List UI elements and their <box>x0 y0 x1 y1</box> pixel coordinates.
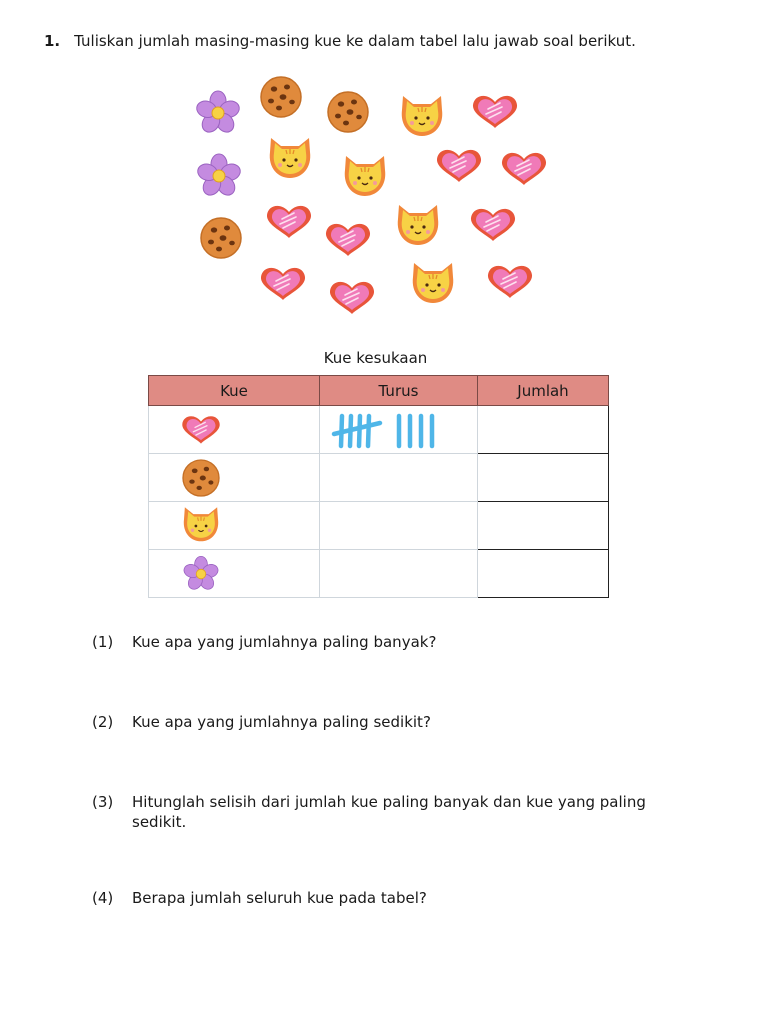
heart-cookie-icon <box>437 150 481 182</box>
heart-cookie-icon <box>267 206 311 238</box>
tally-table <box>148 375 609 598</box>
chocolate-chip-cookie-icon <box>179 458 223 498</box>
header-kue: Kue <box>149 376 320 406</box>
question-item <box>92 792 662 832</box>
header-turus: Turus <box>320 376 478 406</box>
table-row <box>149 502 609 550</box>
heart-cookie-icon <box>330 282 374 314</box>
tally-marks <box>330 408 460 452</box>
table-row <box>149 406 609 454</box>
jumlah-input[interactable] <box>478 550 609 598</box>
heart-cookie-icon <box>488 266 532 298</box>
heart-cookie-icon <box>326 224 370 256</box>
question-text: Kue apa yang jumlahnya paling sedikit? <box>132 713 431 731</box>
cookie-collection <box>0 0 768 340</box>
flower-cookie-icon <box>196 154 243 199</box>
question-item <box>92 888 672 908</box>
heart-cookie-icon <box>471 209 515 241</box>
cat-cookie-icon <box>398 205 439 245</box>
flower-cookie-icon <box>179 554 223 594</box>
turus-cell[interactable] <box>320 550 478 598</box>
heart-cookie-icon <box>179 410 223 450</box>
question-number: (2) <box>92 713 114 731</box>
question-number: (1) <box>92 633 114 651</box>
kue-cell <box>149 502 320 550</box>
kue-cell <box>149 406 320 454</box>
question-item <box>92 632 672 652</box>
kue-cell <box>149 454 320 502</box>
heart-cookie-icon <box>261 268 305 300</box>
jumlah-input[interactable] <box>478 406 609 454</box>
table-caption: Kue kesukaan <box>323 349 428 367</box>
question-text: Berapa jumlah seluruh kue pada tabel? <box>132 889 427 907</box>
turus-cell[interactable] <box>320 454 478 502</box>
question-number: 1. <box>44 32 61 50</box>
heart-cookie-icon <box>473 96 517 128</box>
question-text: Kue apa yang jumlahnya paling banyak? <box>132 633 437 651</box>
turus-cell[interactable] <box>320 502 478 550</box>
kue-cell <box>149 550 320 598</box>
chocolate-chip-cookie-icon <box>328 92 368 132</box>
question-number: (3) <box>92 793 114 811</box>
table-header-row <box>149 376 609 406</box>
cat-cookie-icon <box>270 138 311 178</box>
jumlah-input[interactable] <box>478 454 609 502</box>
instruction-text: Tuliskan jumlah masing-masing kue ke dalam tabel lalu jawab soal berikut. <box>74 32 636 50</box>
question-number: (4) <box>92 889 114 907</box>
cat-cookie-icon <box>179 506 223 546</box>
cat-cookie-icon <box>402 96 443 136</box>
table-row <box>149 550 609 598</box>
header-jumlah: Jumlah <box>478 376 609 406</box>
chocolate-chip-cookie-icon <box>201 218 241 258</box>
turus-cell <box>320 406 478 454</box>
question-item <box>92 712 672 732</box>
cat-cookie-icon <box>345 156 386 196</box>
chocolate-chip-cookie-icon <box>261 77 301 117</box>
heart-cookie-icon <box>502 153 546 185</box>
cat-cookie-icon <box>413 263 454 303</box>
flower-cookie-icon <box>195 91 242 136</box>
table-row <box>149 454 609 502</box>
jumlah-input[interactable] <box>478 502 609 550</box>
question-text: Hitunglah selisih dari jumlah kue paling banyak dan kue yang paling sedikit. <box>132 793 646 831</box>
